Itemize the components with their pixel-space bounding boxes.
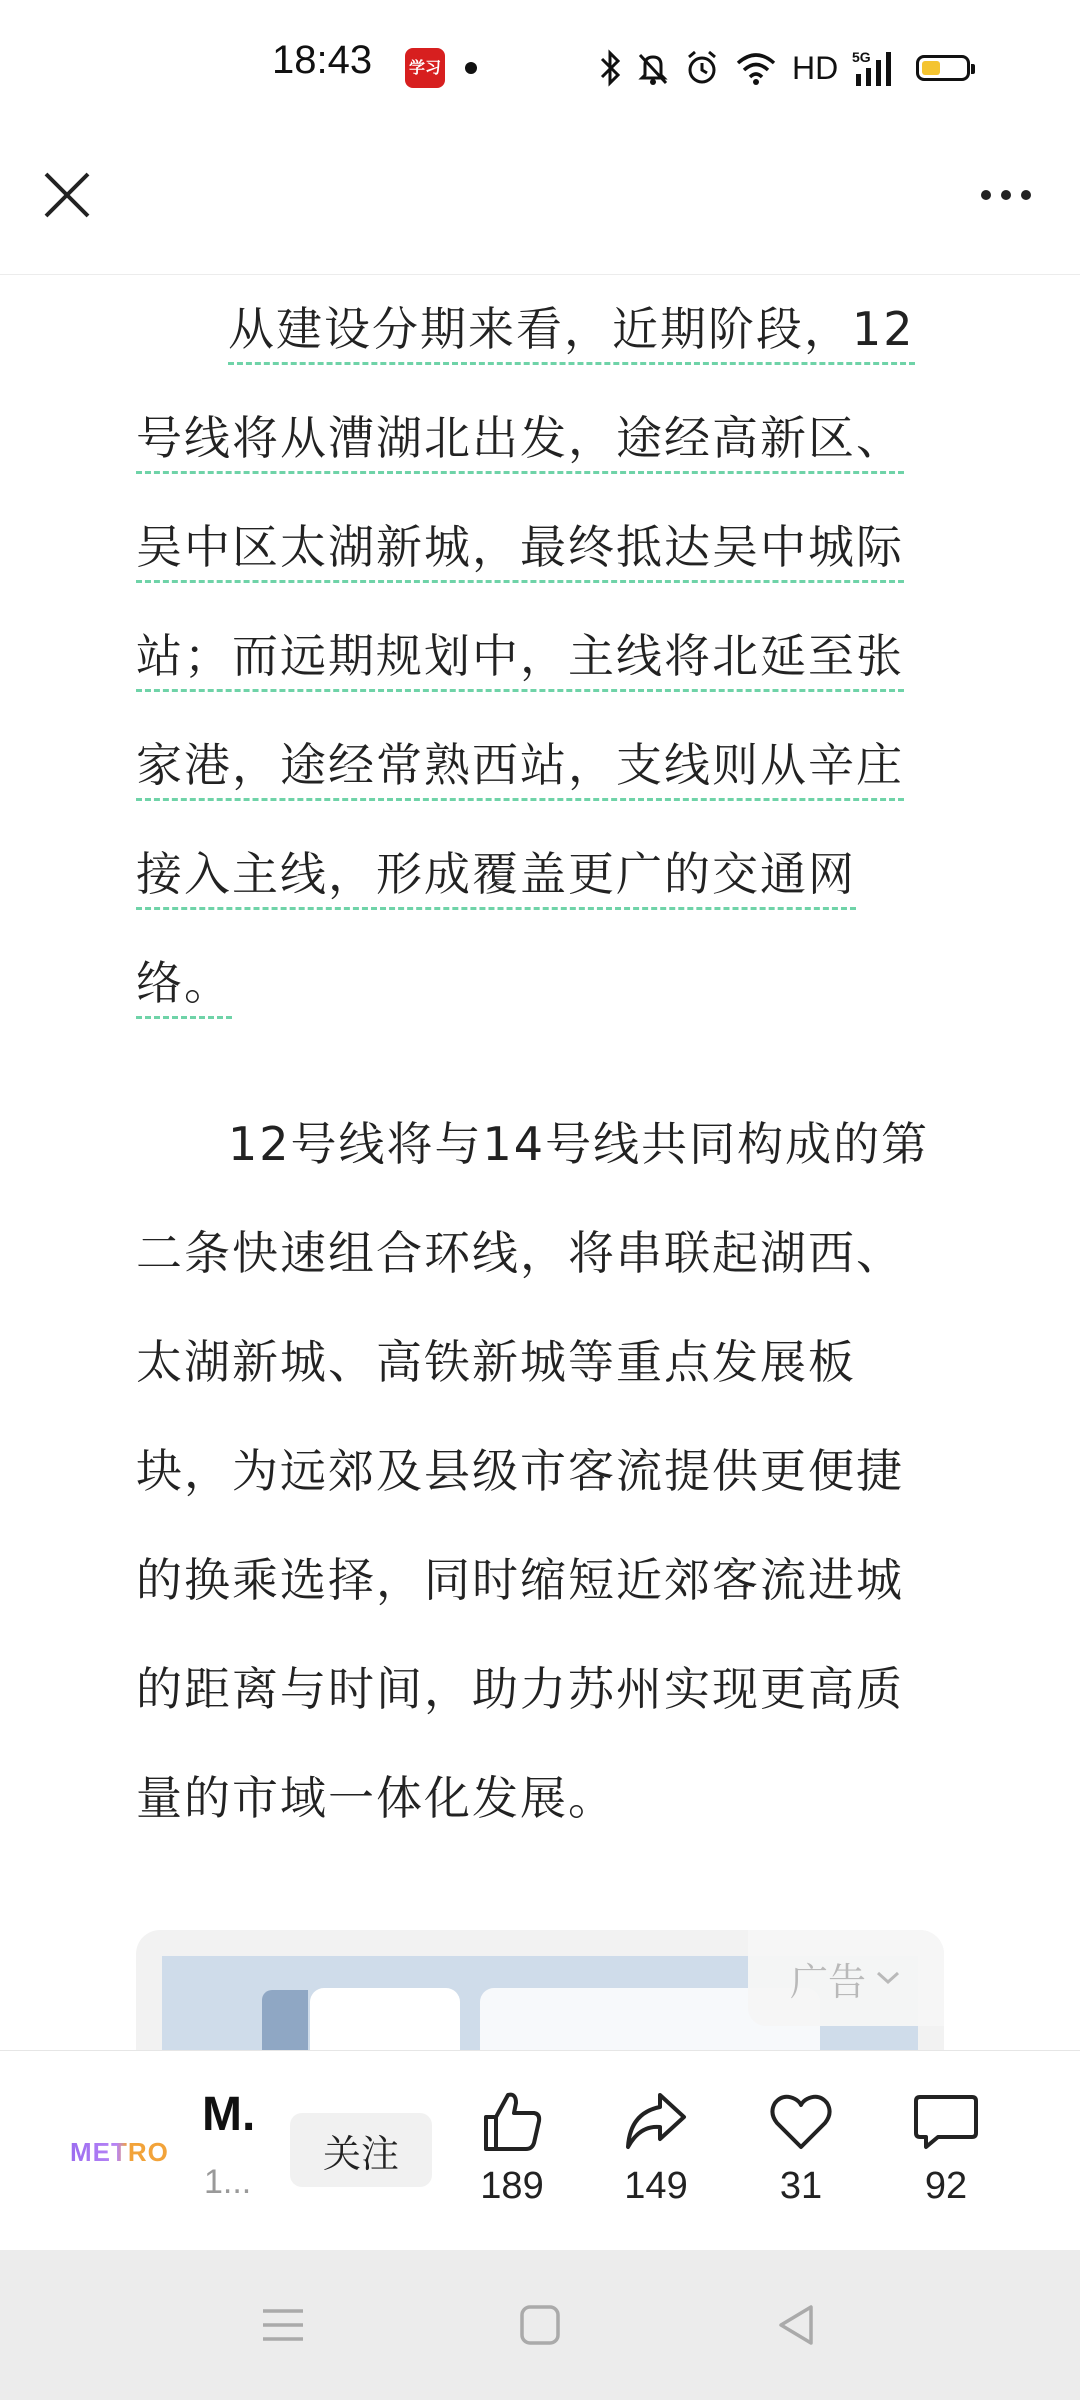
system-navigation-bar xyxy=(0,2250,1080,2400)
more-icon xyxy=(981,190,991,200)
notification-dot xyxy=(465,62,477,74)
home-square-icon xyxy=(518,2303,562,2347)
article-paragraph xyxy=(136,275,946,1038)
like-count: 189 xyxy=(480,2165,544,2207)
comment-icon xyxy=(912,2087,980,2155)
article-body xyxy=(136,275,946,1853)
author-subtitle: 1... xyxy=(204,2163,252,2201)
status-time: 18:43 xyxy=(272,38,373,82)
chevron-down-icon xyxy=(874,1968,902,1988)
menu-icon xyxy=(260,2305,306,2345)
article-paragraph: 12号线将与14号线共同构成的第二条快速组合环线，将串联起湖西、太湖新城、高铁新城等重点发展板块，为远郊及县级市客流提供更便捷的换乘选择，同时缩短近郊客流进城的距离与时间，助力苏州实现更高质量的市域一体化发展。 xyxy=(136,1117,930,1825)
network-label: 5G xyxy=(852,49,871,65)
bottom-action-bar xyxy=(0,2050,1080,2250)
signal-icon xyxy=(852,48,902,88)
favorite-button[interactable] xyxy=(746,2087,856,2208)
follow-button[interactable]: 关注 xyxy=(290,2113,432,2187)
share-count: 149 xyxy=(624,2165,688,2207)
status-bar xyxy=(0,0,1080,130)
hd-label: HD xyxy=(792,49,839,86)
close-button[interactable] xyxy=(34,162,100,228)
favorite-count: 31 xyxy=(779,2165,823,2207)
app-notification-icon: 学习 xyxy=(405,48,445,88)
ad-label-button[interactable] xyxy=(748,1930,944,2026)
back-button[interactable] xyxy=(764,2292,830,2358)
author-logo[interactable]: METRO xyxy=(70,2137,174,2171)
comment-count: 92 xyxy=(924,2165,968,2207)
home-button[interactable] xyxy=(507,2292,573,2358)
highlighted-text[interactable]: 从建设分期来看，近期阶段，12号线将从漕湖北出发，途经高新区、吴中区太湖新城，最终抵达吴中城际站；而远期规划中，主线将北延至张家港，途经常熟西站，支线则从辛庄接入主线，形成覆盖更广的交通网络。 xyxy=(136,302,915,1019)
more-options-button[interactable] xyxy=(966,162,1046,228)
recent-apps-button[interactable] xyxy=(250,2292,316,2358)
status-icons xyxy=(598,44,970,92)
ad-label-text: 广告 xyxy=(789,1959,866,2004)
mute-bell-icon xyxy=(636,49,670,87)
close-icon xyxy=(42,170,92,220)
top-navigation xyxy=(0,130,1080,275)
wifi-icon xyxy=(734,49,778,87)
share-icon xyxy=(622,2087,690,2155)
bluetooth-icon xyxy=(598,49,622,87)
ad-card[interactable] xyxy=(136,1930,944,2050)
battery-icon xyxy=(916,55,970,81)
alarm-icon xyxy=(684,49,720,87)
like-button[interactable] xyxy=(457,2087,567,2208)
share-button[interactable] xyxy=(601,2087,711,2208)
author-name[interactable]: M. xyxy=(202,2088,256,2141)
back-triangle-icon xyxy=(775,2301,819,2349)
heart-icon xyxy=(767,2087,835,2155)
comment-button[interactable] xyxy=(891,2087,1001,2208)
thumbs-up-icon xyxy=(478,2087,546,2155)
